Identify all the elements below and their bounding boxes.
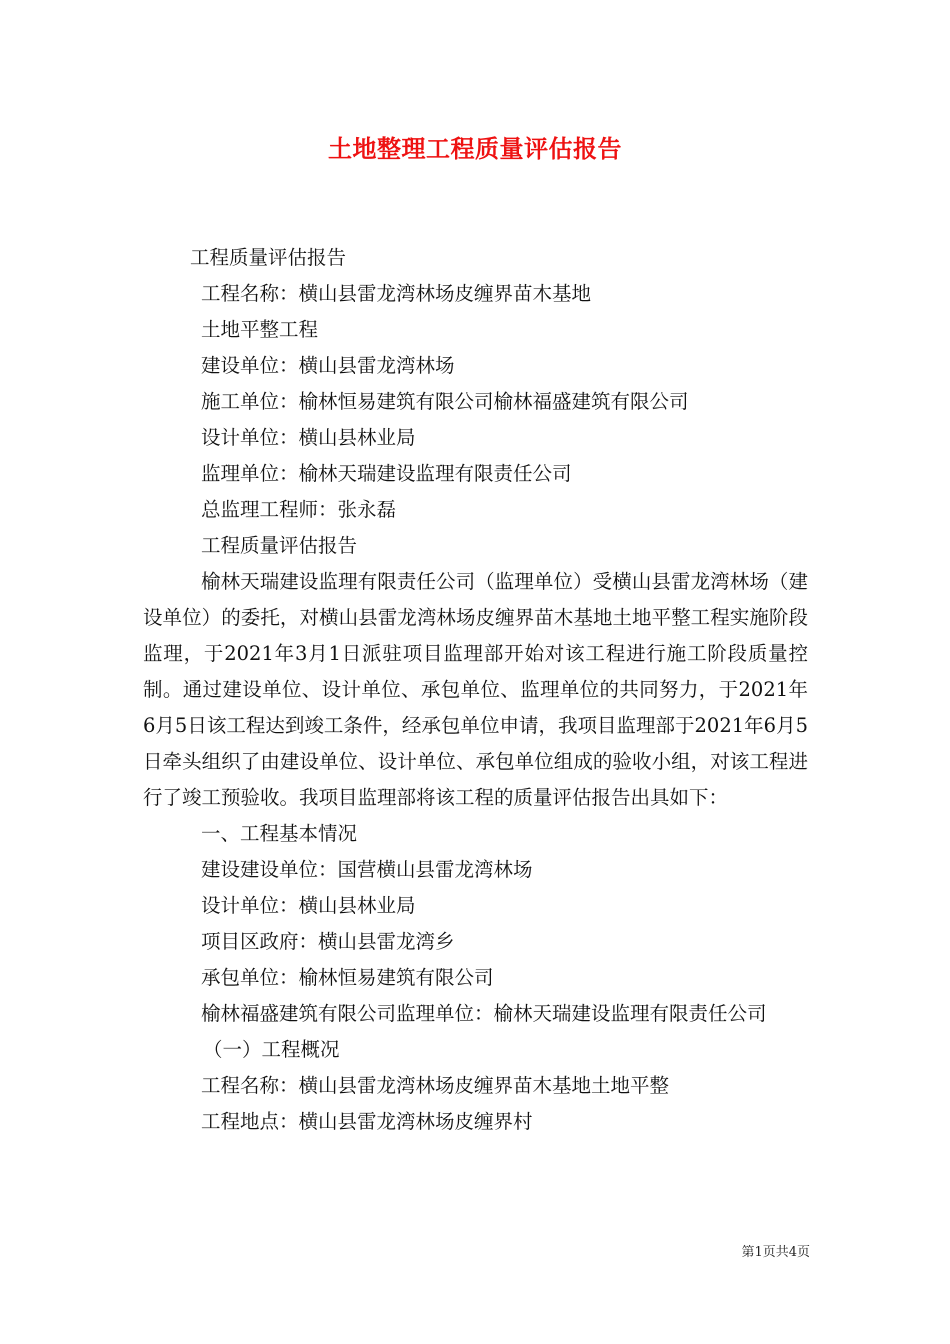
intro-paragraph: 榆林天瑞建设监理有限责任公司（监理单位）受横山县雷龙湾林场（建设单位）的委托，对横山县雷龙湾林场皮缠界苗木基地土地平整工程实施阶段监理，于2021年3月1日派驻项目监理部开始对该工程进行施工阶段质量控制。通过建设单位、设计单位、承包单位、监理单位的共同努力，于2021年6月5日该工程达到竣工条件，经承包单位申请，我项目监理部于2021年6月5日牵头组织了由建设单位、设计单位、承包单位组成的验收小组，对该工程进行了竣工预验收。我项目监理部将该工程的质量评估报告出具如下： (143, 570, 808, 809)
basic-info-wrap-paragraph: 榆林福盛建筑有限公司监理单位：榆林天瑞建设监理有限责任公司 (201, 1002, 767, 1025)
project-name-continued: 土地平整工程 (201, 318, 319, 341)
basic-info-line: 承包单位：榆林恒易建筑有限公司 (201, 966, 494, 989)
page-number-footer: 第1页共4页 (741, 1245, 810, 1260)
owner-unit-line: 建设单位：横山县雷龙湾林场 (201, 354, 455, 377)
design-unit-line: 设计单位：横山县林业局 (201, 426, 416, 449)
basic-info-line: 项目区政府：横山县雷龙湾乡 (201, 930, 455, 953)
supervision-unit-line: 监理单位：榆林天瑞建设监理有限责任公司 (201, 462, 572, 485)
project-name-line: 工程名称：横山县雷龙湾林场皮缠界苗木基地 (201, 282, 592, 305)
report-heading-repeat: 工程质量评估报告 (201, 534, 358, 557)
document-title: 土地整理工程质量评估报告 (328, 134, 622, 163)
section-heading-basic-info: 一、工程基本情况 (201, 822, 358, 845)
basic-info-line: 建设建设单位：国营横山县雷龙湾林场 (201, 858, 533, 881)
document-body (143, 240, 808, 1140)
basic-info-line: 设计单位：横山县林业局 (201, 894, 416, 917)
subsection-heading-overview: （一）工程概况 (203, 1038, 340, 1061)
chief-engineer-line: 总监理工程师：张永磊 (201, 498, 397, 521)
overview-line: 工程地点：横山县雷龙湾林场皮缠界村 (201, 1110, 533, 1133)
overview-line: 工程名称：横山县雷龙湾林场皮缠界苗木基地土地平整 (201, 1074, 670, 1097)
construction-unit-line: 施工单位：榆林恒易建筑有限公司榆林福盛建筑有限公司 (201, 390, 689, 413)
report-subtitle: 工程质量评估报告 (190, 246, 347, 269)
